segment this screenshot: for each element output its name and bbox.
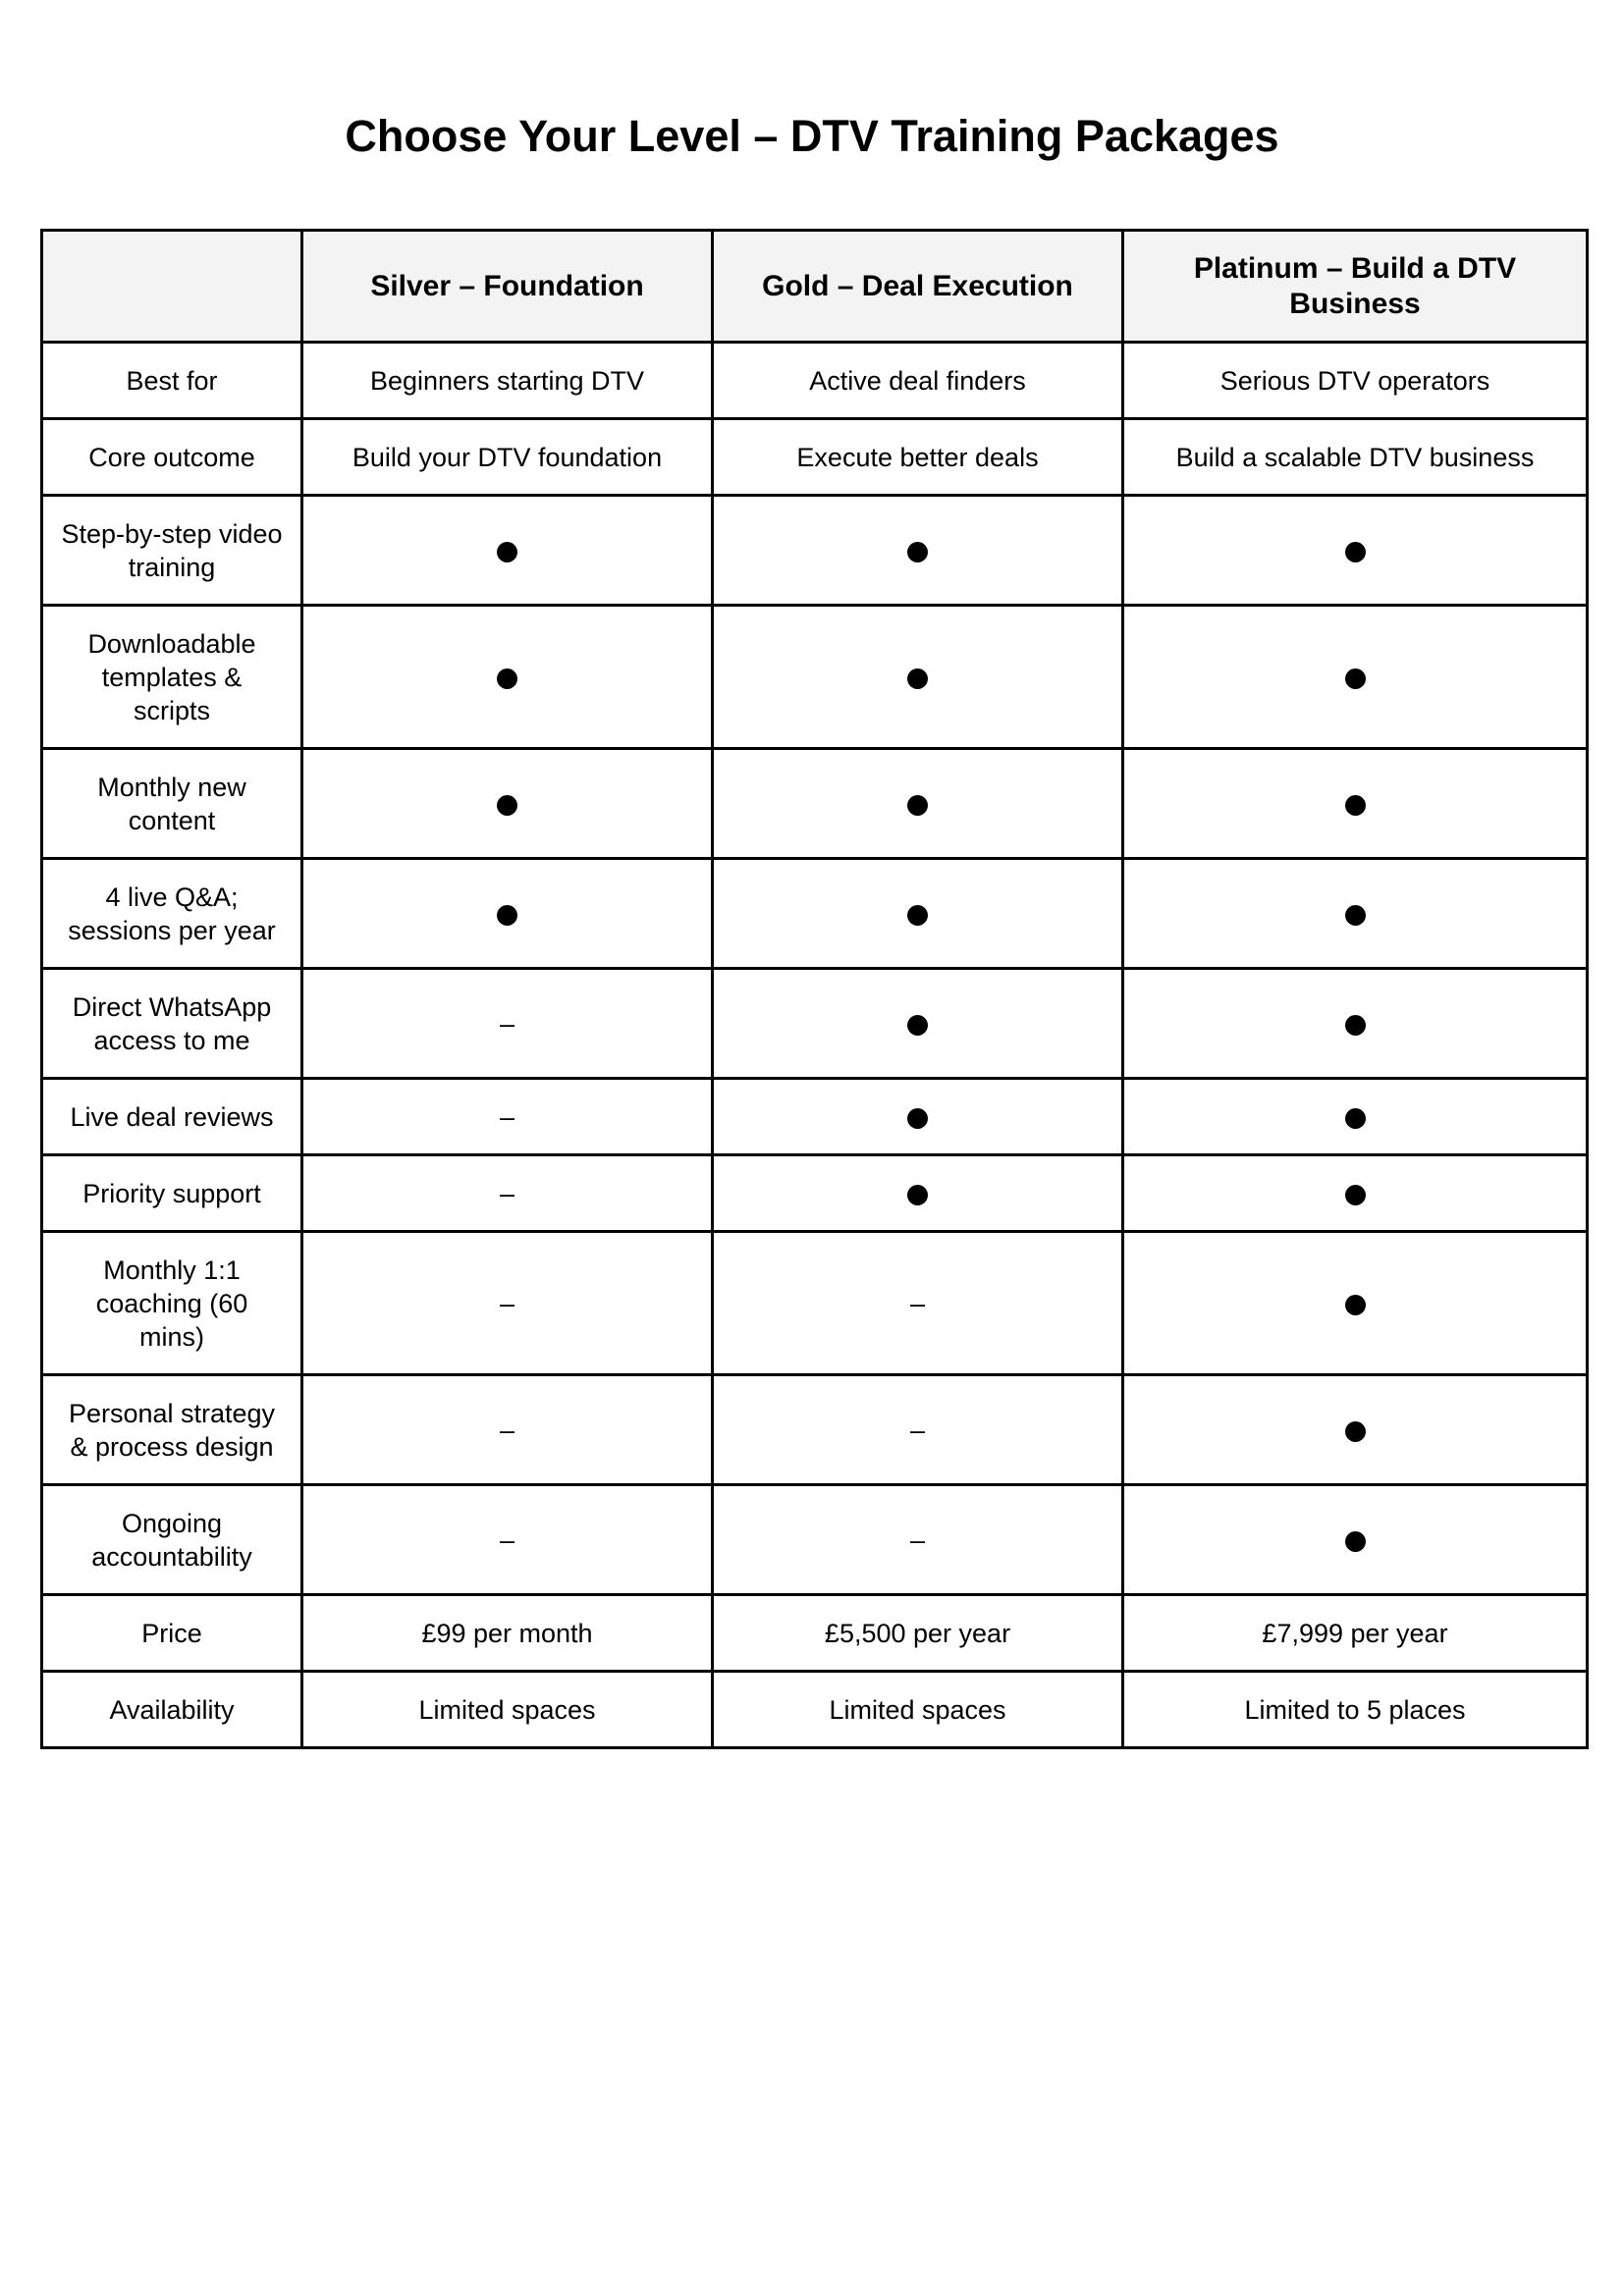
table-row xyxy=(42,1079,1588,1155)
cell-gold xyxy=(713,859,1123,969)
cell-gold xyxy=(713,1155,1123,1232)
row-label: Step-by-step video training xyxy=(42,496,302,606)
header-platinum: Platinum – Build a DTV Business xyxy=(1123,231,1588,343)
cell-silver xyxy=(302,969,713,1079)
cell-gold xyxy=(713,1079,1123,1155)
table-row xyxy=(42,859,1588,969)
included-dot-icon xyxy=(1345,1531,1366,1552)
not-included-dash: – xyxy=(499,1178,515,1208)
table-row xyxy=(42,496,1588,606)
included-dot-icon xyxy=(907,1108,928,1129)
table-row xyxy=(42,606,1588,749)
included-dot-icon xyxy=(1345,1015,1366,1036)
included-dot-icon xyxy=(907,542,928,562)
cell-platinum: £7,999 per year xyxy=(1123,1595,1588,1672)
cell-silver xyxy=(302,496,713,606)
not-included-dash: – xyxy=(909,1524,926,1555)
row-label: Ongoing accountability xyxy=(42,1485,302,1595)
row-label: Core outcome xyxy=(42,419,302,496)
included-dot-icon xyxy=(497,905,517,926)
cell-gold: Active deal finders xyxy=(713,343,1123,419)
included-dot-icon xyxy=(1345,795,1366,816)
row-label: Best for xyxy=(42,343,302,419)
cell-platinum xyxy=(1123,1079,1588,1155)
cell-gold: Execute better deals xyxy=(713,419,1123,496)
cell-silver xyxy=(302,749,713,859)
cell-silver: £99 per month xyxy=(302,1595,713,1672)
cell-silver: Limited spaces xyxy=(302,1672,713,1748)
not-included-dash: – xyxy=(909,1288,926,1318)
not-included-dash: – xyxy=(909,1415,926,1445)
cell-silver xyxy=(302,1232,713,1375)
cell-platinum xyxy=(1123,606,1588,749)
included-dot-icon xyxy=(1345,905,1366,926)
table-row xyxy=(42,419,1588,496)
cell-platinum: Serious DTV operators xyxy=(1123,343,1588,419)
cell-gold xyxy=(713,1232,1123,1375)
cell-gold: Limited spaces xyxy=(713,1672,1123,1748)
included-dot-icon xyxy=(497,668,517,689)
table-row xyxy=(42,1232,1588,1375)
row-label: Monthly 1:1 coaching (60 mins) xyxy=(42,1232,302,1375)
row-label: 4 live Q&A; sessions per year xyxy=(42,859,302,969)
cell-silver xyxy=(302,1079,713,1155)
cell-silver xyxy=(302,859,713,969)
not-included-dash: – xyxy=(499,1524,515,1555)
header-row xyxy=(42,231,1588,343)
cell-silver: Build your DTV foundation xyxy=(302,419,713,496)
included-dot-icon xyxy=(1345,1185,1366,1205)
included-dot-icon xyxy=(1345,1295,1366,1315)
row-label: Personal strategy & process design xyxy=(42,1375,302,1485)
not-included-dash: – xyxy=(499,1415,515,1445)
table-row xyxy=(42,1485,1588,1595)
table-row xyxy=(42,1595,1588,1672)
package-comparison-table xyxy=(40,229,1589,1749)
cell-silver xyxy=(302,606,713,749)
included-dot-icon xyxy=(497,542,517,562)
cell-platinum: Build a scalable DTV business xyxy=(1123,419,1588,496)
table-row xyxy=(42,969,1588,1079)
included-dot-icon xyxy=(1345,668,1366,689)
table-row xyxy=(42,1375,1588,1485)
table-row xyxy=(42,1672,1588,1748)
cell-platinum xyxy=(1123,749,1588,859)
row-label: Live deal reviews xyxy=(42,1079,302,1155)
cell-gold xyxy=(713,606,1123,749)
cell-platinum xyxy=(1123,1155,1588,1232)
cell-platinum xyxy=(1123,496,1588,606)
row-label: Monthly new content xyxy=(42,749,302,859)
included-dot-icon xyxy=(907,1015,928,1036)
row-label: Direct WhatsApp access to me xyxy=(42,969,302,1079)
header-gold: Gold – Deal Execution xyxy=(713,231,1123,343)
not-included-dash: – xyxy=(499,1008,515,1039)
cell-platinum xyxy=(1123,1375,1588,1485)
included-dot-icon xyxy=(497,795,517,816)
cell-platinum xyxy=(1123,969,1588,1079)
included-dot-icon xyxy=(1345,1108,1366,1129)
cell-platinum xyxy=(1123,859,1588,969)
included-dot-icon xyxy=(1345,542,1366,562)
table-row xyxy=(42,343,1588,419)
cell-gold xyxy=(713,1485,1123,1595)
page-title: Choose Your Level – DTV Training Packages xyxy=(345,111,1279,161)
cell-gold xyxy=(713,969,1123,1079)
cell-silver xyxy=(302,1485,713,1595)
header-silver: Silver – Foundation xyxy=(302,231,713,343)
cell-gold xyxy=(713,496,1123,606)
cell-platinum xyxy=(1123,1232,1588,1375)
cell-platinum xyxy=(1123,1485,1588,1595)
header-empty-cell xyxy=(42,231,302,343)
row-label: Priority support xyxy=(42,1155,302,1232)
cell-platinum: Limited to 5 places xyxy=(1123,1672,1588,1748)
row-label: Price xyxy=(42,1595,302,1672)
included-dot-icon xyxy=(907,668,928,689)
not-included-dash: – xyxy=(499,1101,515,1132)
cell-gold xyxy=(713,1375,1123,1485)
cell-silver xyxy=(302,1375,713,1485)
cell-gold xyxy=(713,749,1123,859)
not-included-dash: – xyxy=(499,1288,515,1318)
included-dot-icon xyxy=(907,1185,928,1205)
cell-silver: Beginners starting DTV xyxy=(302,343,713,419)
cell-gold: £5,500 per year xyxy=(713,1595,1123,1672)
row-label: Availability xyxy=(42,1672,302,1748)
included-dot-icon xyxy=(1345,1421,1366,1442)
cell-silver xyxy=(302,1155,713,1232)
included-dot-icon xyxy=(907,795,928,816)
included-dot-icon xyxy=(907,905,928,926)
row-label: Downloadable templates & scripts xyxy=(42,606,302,749)
table-row xyxy=(42,749,1588,859)
table-row xyxy=(42,1155,1588,1232)
